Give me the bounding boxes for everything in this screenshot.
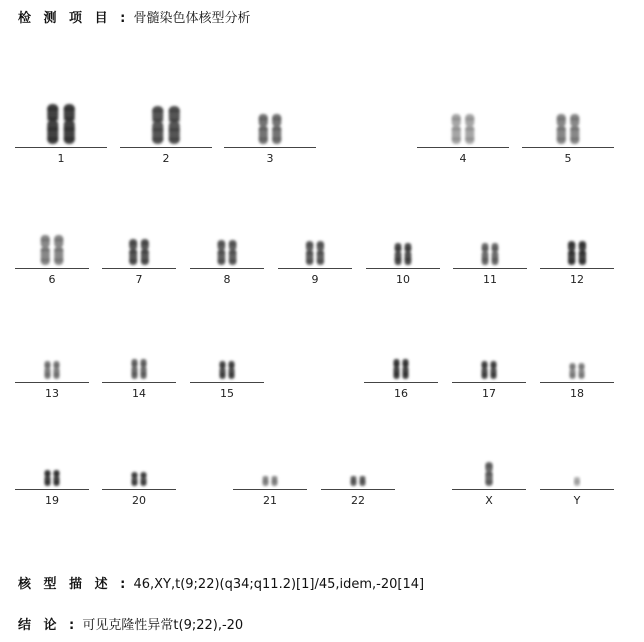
chromosome-number-label: 7	[135, 273, 143, 286]
chromosome-number-label: 16	[394, 387, 408, 400]
chromosome-baseline	[522, 147, 614, 148]
chromosome-number-label: 3	[266, 152, 274, 165]
chromosome-baseline	[540, 268, 614, 269]
exam-item-value: 骨髓染色体核型分析	[133, 11, 251, 26]
chromosome-baseline	[452, 489, 526, 490]
chromosome-pair-5	[557, 114, 580, 144]
chromosome-pair-Y	[574, 477, 580, 486]
chromosome-pair-6	[41, 235, 64, 265]
chromosome-baseline	[15, 268, 89, 269]
chromosome-baseline	[15, 382, 89, 383]
chromosome-number-label: 8	[223, 273, 231, 286]
chromosome-pair-10	[395, 243, 412, 265]
chromosome-number-label: 5	[564, 152, 572, 165]
chromosome-baseline	[540, 489, 614, 490]
chromosome-pair-11	[482, 243, 499, 265]
karyotype-row	[18, 573, 424, 592]
chromosome-baseline	[224, 147, 316, 148]
chromosome-pair-13	[45, 361, 60, 379]
karyotype-label: 核 型 描 述 :	[18, 577, 130, 592]
chromosome-baseline	[190, 268, 264, 269]
conclusion-row	[18, 614, 243, 633]
chromosome-pair-22	[351, 476, 366, 486]
chromosome-pair-12	[568, 241, 586, 265]
chromosome-number-label: 10	[396, 273, 410, 286]
chromosome-number-label: 20	[132, 494, 146, 507]
chromosome-pair-19	[45, 470, 60, 486]
chromosome-baseline	[453, 268, 527, 269]
chromosome-number-label: 6	[48, 273, 56, 286]
chromosome-number-label: 1	[57, 152, 65, 165]
chromosome-baseline	[190, 382, 264, 383]
chromosome-pair-21	[263, 476, 278, 486]
chromosome-pair-1	[47, 104, 75, 144]
chromosome-baseline	[321, 489, 395, 490]
chromosome-number-label: 18	[570, 387, 584, 400]
chromosome-pair-8	[218, 240, 237, 265]
chromosome-pair-14	[132, 359, 147, 379]
chromosome-baseline	[417, 147, 509, 148]
exam-item-label: 检 测 项 目 :	[18, 11, 130, 26]
chromosome-pair-7	[129, 239, 149, 265]
chromosome-baseline	[278, 268, 352, 269]
chromosome-baseline	[15, 489, 89, 490]
chromosome-number-label: 13	[45, 387, 59, 400]
chromosome-pair-4	[452, 114, 475, 144]
chromosome-pair-2	[152, 106, 180, 144]
chromosome-pair-18	[570, 363, 585, 379]
chromosome-number-label: 14	[132, 387, 146, 400]
chromosome-baseline	[102, 382, 176, 383]
chromosome-pair-9	[306, 241, 324, 265]
chromosome-number-label: Y	[573, 494, 581, 507]
chromosome-baseline	[102, 489, 176, 490]
conclusion-value: 可见克隆性异常t(9;22),-20	[82, 618, 244, 633]
chromosome-pair-16	[394, 359, 409, 379]
conclusion-label: 结 论 :	[18, 618, 79, 633]
chromosome-baseline	[120, 147, 212, 148]
chromosome-number-label: 19	[45, 494, 59, 507]
chromosome-number-label: 4	[459, 152, 467, 165]
chromosome-pair-17	[482, 361, 497, 379]
chromosome-number-label: 12	[570, 273, 584, 286]
chromosome-baseline	[366, 268, 440, 269]
chromosome-baseline	[452, 382, 526, 383]
chromosome-pair-3	[259, 114, 282, 144]
chromosome-baseline	[15, 147, 107, 148]
chromosome-number-label: 22	[351, 494, 365, 507]
chromosome-baseline	[102, 268, 176, 269]
chromosome-pair-15	[220, 361, 235, 379]
chromosome-number-label: X	[485, 494, 493, 507]
chromosome-number-label: 15	[220, 387, 234, 400]
karyotype-value: 46,XY,t(9;22)(q34;q11.2)[1]/45,idem,-20[14]	[133, 577, 425, 592]
chromosome-baseline	[364, 382, 438, 383]
chromosome-pair-X	[485, 462, 492, 486]
chromosome-number-label: 11	[483, 273, 497, 286]
chromosome-number-label: 9	[311, 273, 319, 286]
chromosome-number-label: 2	[162, 152, 170, 165]
chromosome-number-label: 17	[482, 387, 496, 400]
chromosome-baseline	[233, 489, 307, 490]
chromosome-baseline	[540, 382, 614, 383]
chromosome-number-label: 21	[263, 494, 277, 507]
chromosome-pair-20	[132, 472, 147, 486]
